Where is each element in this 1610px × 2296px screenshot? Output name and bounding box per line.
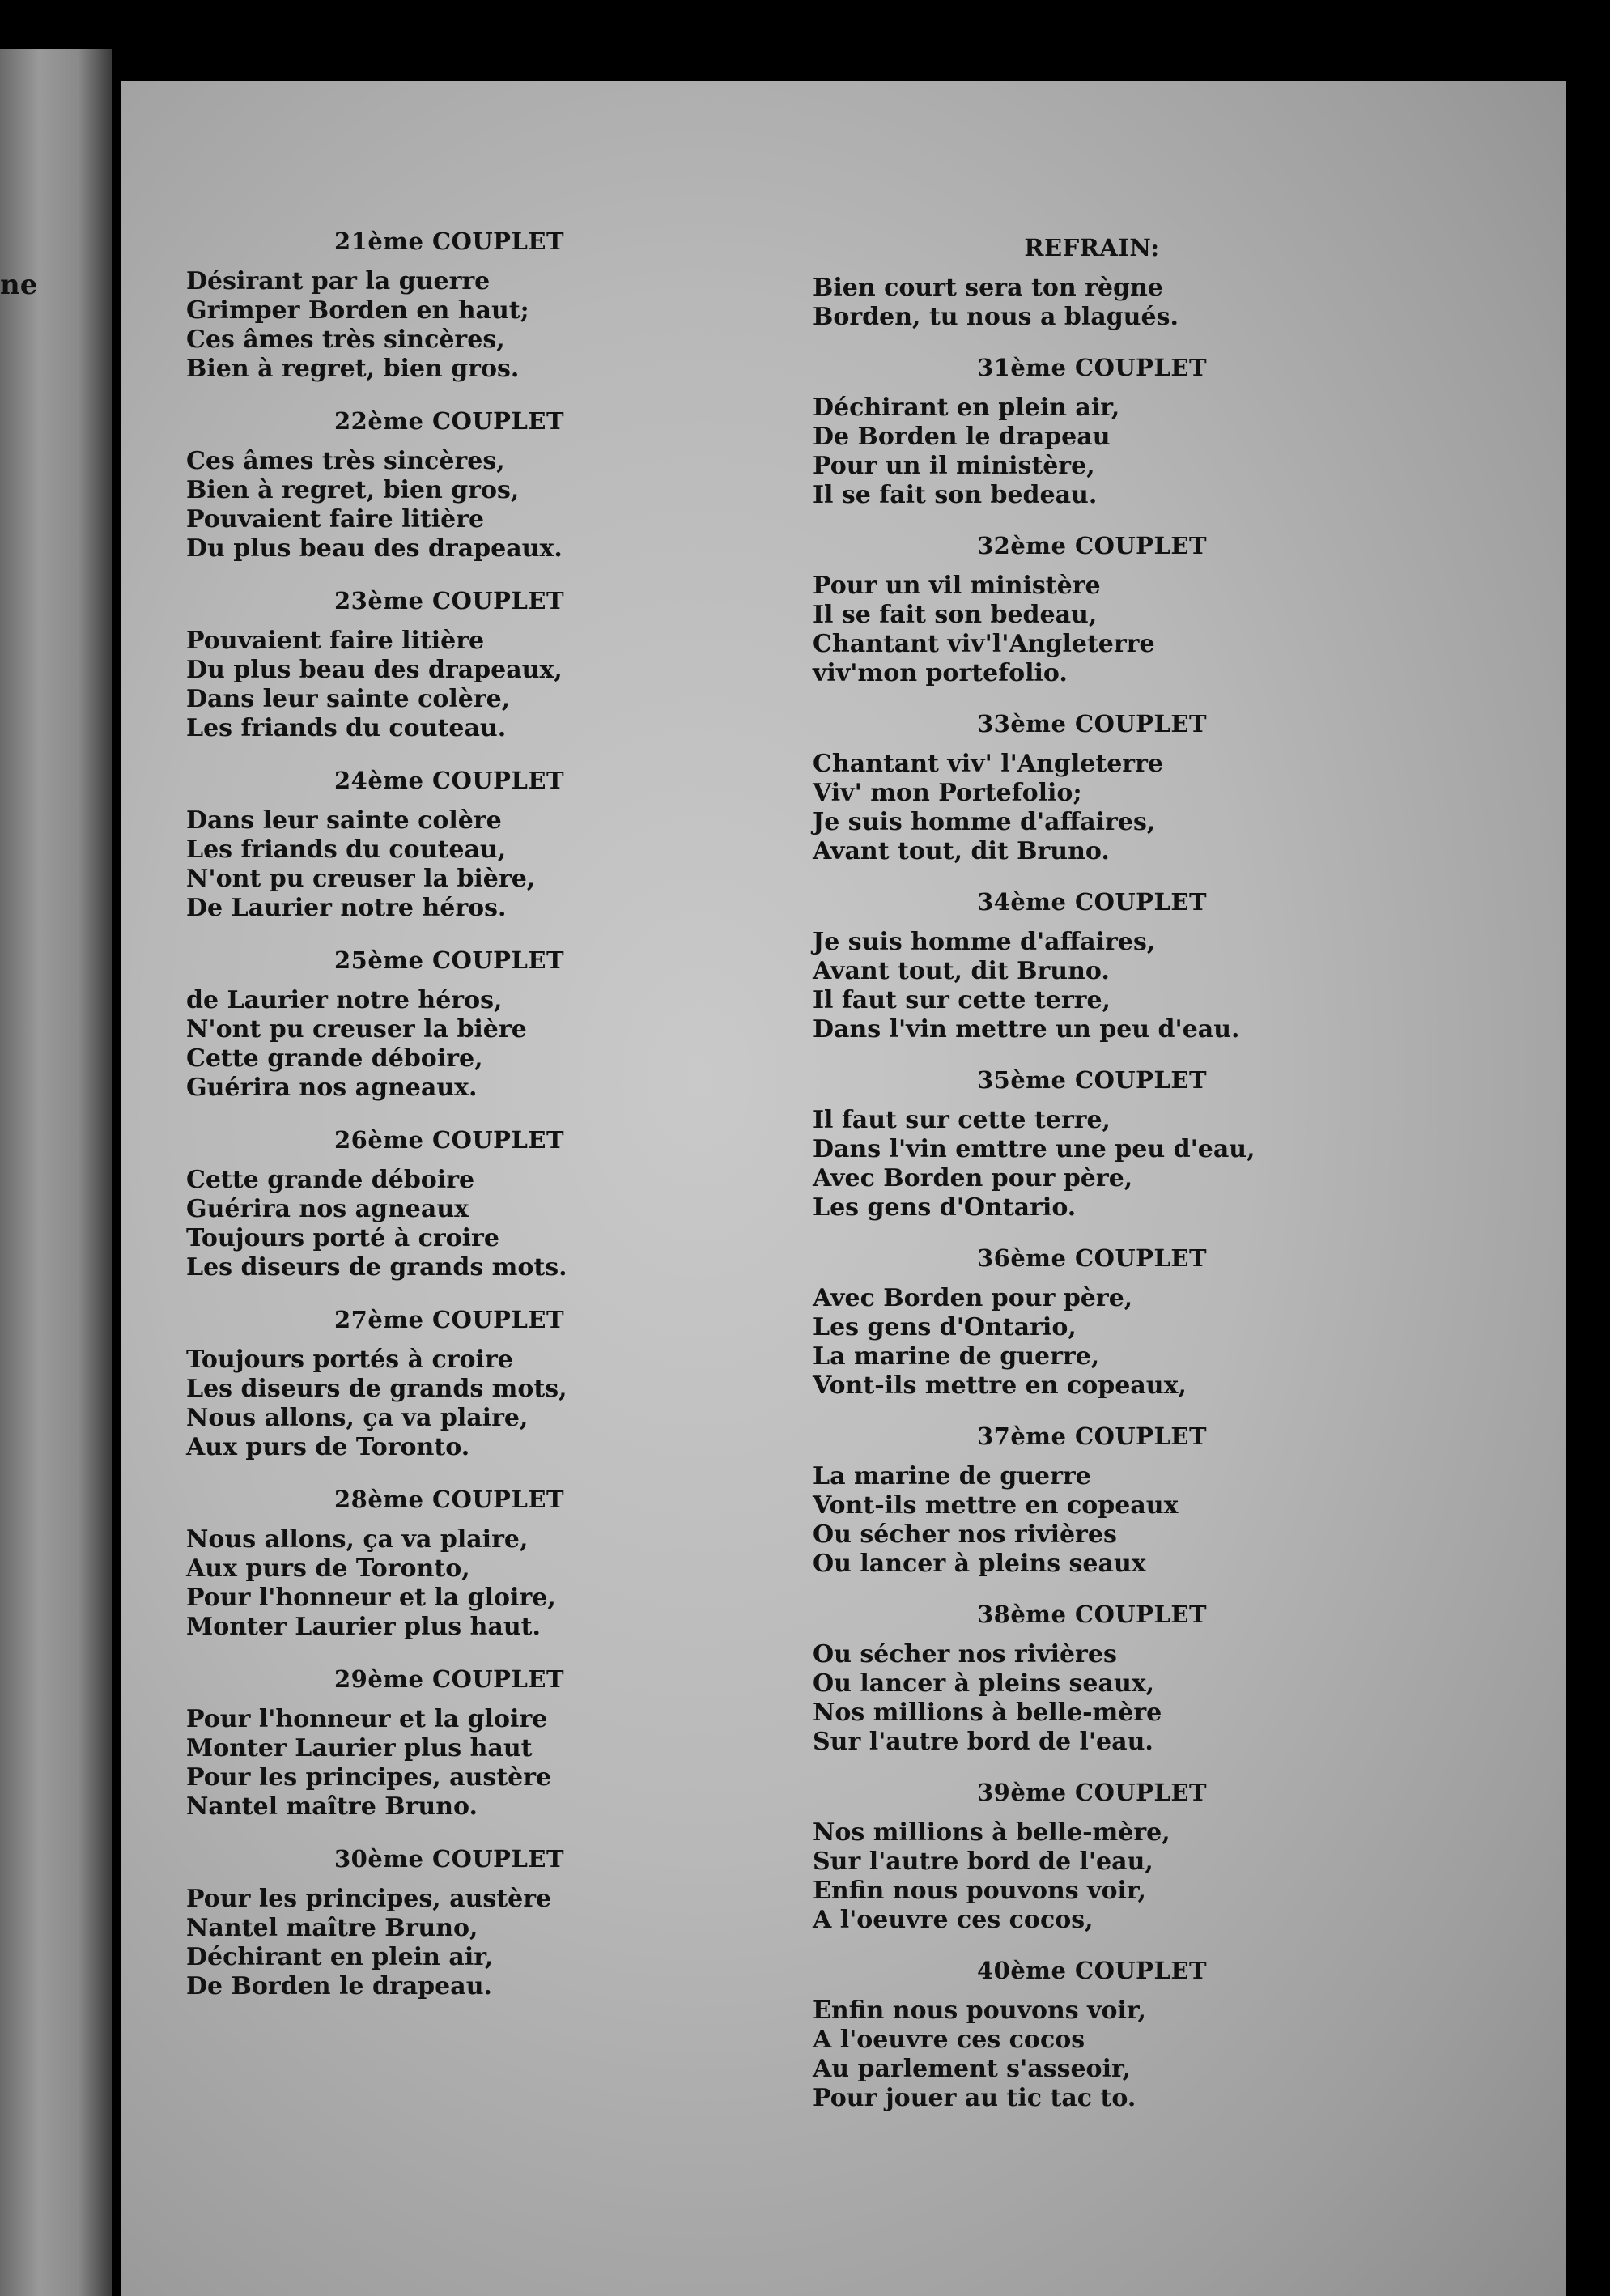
stanza-heading: 27ème COUPLET — [333, 1306, 565, 1333]
verse-line: Les friands du couteau, — [186, 835, 507, 864]
stanza-heading: 34ème COUPLET — [976, 888, 1208, 916]
verse-line: Avant tout, dit Bruno. — [813, 837, 1110, 865]
stanza-heading: 25ème COUPLET — [333, 946, 565, 974]
verse-line: Nous allons, ça va plaire, — [186, 1525, 529, 1554]
verse-line: Déchirant en plein air, — [186, 1943, 494, 1971]
edge-text-fragment: ne — [0, 269, 38, 301]
previous-page-edge — [0, 49, 112, 2296]
verse-line: Vont-ils mettre en copeaux — [813, 1491, 1179, 1520]
stanza-heading: 31ème COUPLET — [976, 354, 1208, 381]
verse-line: Je suis homme d'affaires, — [813, 808, 1156, 836]
verse-line: De Borden le drapeau — [813, 423, 1111, 451]
verse-line: Je suis homme d'affaires, — [813, 928, 1156, 956]
verse-line: Aux purs de Toronto, — [186, 1554, 470, 1583]
verse-line: Il faut sur cette terre, — [813, 986, 1111, 1014]
verse-line: De Borden le drapeau. — [186, 1972, 492, 2000]
verse-line: Toujours portés à croire — [186, 1346, 513, 1374]
verse-line: A l'oeuvre ces cocos — [813, 2026, 1085, 2054]
verse-line: Dans leur sainte colère, — [186, 685, 511, 713]
verse-line: Pour l'honneur et la gloire — [186, 1705, 548, 1733]
verse-line: Ou sécher nos rivières — [813, 1640, 1117, 1669]
stanza-heading: 29ème COUPLET — [333, 1665, 565, 1693]
verse-line: Sur l'autre bord de l'eau. — [813, 1728, 1153, 1756]
verse-line: Ou lancer à pleins seaux, — [813, 1669, 1155, 1698]
stanza-heading: 33ème COUPLET — [976, 710, 1208, 738]
verse-line: Avec Borden pour père, — [813, 1284, 1133, 1312]
verse-line: viv'mon portefolio. — [813, 659, 1068, 687]
verse-line: Il faut sur cette terre, — [813, 1106, 1111, 1134]
stanza-heading: 37ème COUPLET — [976, 1422, 1208, 1450]
verse-line: Déchirant en plein air, — [813, 393, 1120, 422]
verse-line: N'ont pu creuser la bière, — [186, 865, 536, 893]
stanza-heading: 35ème COUPLET — [976, 1066, 1208, 1094]
verse-line: Borden, tu nous a blagués. — [813, 303, 1179, 331]
stanza — [186, 1844, 639, 2001]
verse-line: La marine de guerre, — [813, 1342, 1100, 1371]
verse-line: Ou lancer à pleins seaux — [813, 1550, 1146, 1578]
stanza — [186, 766, 639, 923]
verse-line: Désirant par la guerre — [186, 267, 491, 296]
verse-line: Chantant viv' l'Angleterre — [813, 750, 1164, 778]
verse-line: de Laurier notre héros, — [186, 986, 503, 1014]
verse-line: Enfin nous pouvons voir, — [813, 1877, 1147, 1905]
verse-line: Les diseurs de grands mots. — [186, 1253, 567, 1282]
verse-line: Nos millions à belle-mère, — [813, 1818, 1170, 1847]
verse-line: N'ont pu creuser la bière — [186, 1015, 527, 1044]
stanza-heading: 26ème COUPLET — [333, 1126, 565, 1154]
stanza-heading: 38ème COUPLET — [976, 1601, 1208, 1628]
verse-line: Avant tout, dit Bruno. — [813, 957, 1110, 985]
verse-line: Pour les principes, austère — [186, 1763, 552, 1792]
verse-line: Viv' mon Portefolio; — [813, 779, 1082, 807]
stanza — [813, 1956, 1298, 2113]
stanza — [186, 406, 639, 563]
stanza-heading: 40ème COUPLET — [976, 1957, 1208, 1984]
verse-line: De Laurier notre héros. — [186, 894, 507, 922]
verse-line: Pour les principes, austère — [186, 1885, 552, 1913]
verse-line: Guérira nos agneaux. — [186, 1074, 478, 1102]
verse-line: Au parlement s'asseoir, — [813, 2055, 1132, 2083]
verse-line: Pour un vil ministère — [813, 572, 1101, 600]
stanza-heading: 22ème COUPLET — [333, 407, 565, 435]
verse-line: Dans l'vin mettre un peu d'eau. — [813, 1015, 1240, 1044]
verse-line: Pouvaient faire litière — [186, 627, 485, 655]
verse-line: Les gens d'Ontario. — [813, 1193, 1077, 1222]
verse-line: Nos millions à belle-mère — [813, 1699, 1162, 1727]
verse-line: Les gens d'Ontario, — [813, 1313, 1077, 1341]
stanza — [813, 531, 1298, 688]
stanza-heading: 28ème COUPLET — [333, 1486, 565, 1513]
right-column — [813, 233, 1298, 2134]
verse-line: Pouvaient faire litière — [186, 505, 485, 534]
verse-line: Enfin nous pouvons voir, — [813, 1996, 1147, 2025]
stanza-heading: 36ème COUPLET — [976, 1244, 1208, 1272]
stanza — [813, 353, 1298, 510]
verse-line: Dans leur sainte colère — [186, 806, 502, 835]
stanza — [813, 709, 1298, 866]
verse-line: Ou sécher nos rivières — [813, 1520, 1117, 1549]
stanza — [186, 586, 639, 743]
stanza — [186, 227, 639, 384]
stanza — [813, 1600, 1298, 1757]
verse-line: Dans l'vin emttre une peu d'eau, — [813, 1135, 1255, 1163]
stanza-heading: 21ème COUPLET — [333, 227, 565, 255]
stanza-heading: REFRAIN: — [1024, 234, 1160, 261]
verse-line: Monter Laurier plus haut. — [186, 1613, 541, 1641]
stanza — [186, 1125, 639, 1282]
stanza — [813, 233, 1298, 332]
stanza — [813, 1422, 1298, 1579]
stanza — [186, 1485, 639, 1642]
verse-line: Bien à regret, bien gros, — [186, 476, 520, 504]
verse-line: Nantel maître Bruno. — [186, 1792, 478, 1821]
verse-line: Grimper Borden en haut; — [186, 296, 529, 325]
verse-line: Du plus beau des drapeaux, — [186, 656, 563, 684]
stanza — [186, 946, 639, 1103]
verse-line: Les diseurs de grands mots, — [186, 1375, 567, 1403]
verse-line: Cette grande déboire, — [186, 1044, 483, 1073]
stanza — [813, 887, 1298, 1044]
verse-line: Sur l'autre bord de l'eau, — [813, 1847, 1153, 1876]
verse-line: Vont-ils mettre en copeaux, — [813, 1371, 1187, 1400]
stanza — [813, 1778, 1298, 1935]
verse-line: Aux purs de Toronto. — [186, 1433, 470, 1461]
verse-line: Ces âmes très sincères, — [186, 447, 505, 475]
stanza-heading: 24ème COUPLET — [333, 767, 565, 794]
verse-line: Pour l'honneur et la gloire, — [186, 1584, 556, 1612]
verse-line: Les friands du couteau. — [186, 714, 507, 742]
left-column — [186, 227, 639, 2024]
verse-line: Nous allons, ça va plaire, — [186, 1404, 529, 1432]
stanza — [813, 1244, 1298, 1401]
verse-line: Cette grande déboire — [186, 1166, 475, 1194]
verse-line: Pour jouer au tic tac to. — [813, 2084, 1136, 2112]
verse-line: Du plus beau des drapeaux. — [186, 534, 563, 563]
verse-line: Toujours porté à croire — [186, 1224, 499, 1252]
verse-line: Pour un il ministère, — [813, 452, 1095, 480]
verse-line: Guérira nos agneaux — [186, 1195, 469, 1223]
verse-line: Il se fait son bedeau, — [813, 601, 1098, 629]
stanza-heading: 39ème COUPLET — [976, 1779, 1208, 1806]
verse-line: Monter Laurier plus haut — [186, 1734, 533, 1762]
verse-line: Bien court sera ton règne — [813, 274, 1163, 302]
verse-line: Il se fait son bedeau. — [813, 481, 1098, 509]
verse-line: La marine de guerre — [813, 1462, 1091, 1490]
stanza-heading: 30ème COUPLET — [333, 1845, 565, 1873]
verse-line: Nantel maître Bruno, — [186, 1914, 478, 1942]
verse-line: Avec Borden pour père, — [813, 1164, 1133, 1193]
stanza — [813, 1065, 1298, 1222]
stanza — [186, 1305, 639, 1462]
stanza-heading: 32ème COUPLET — [976, 532, 1208, 559]
stanza-heading: 23ème COUPLET — [333, 587, 565, 614]
verse-line: A l'oeuvre ces cocos, — [813, 1906, 1094, 1934]
verse-line: Bien à regret, bien gros. — [186, 355, 520, 383]
verse-line: Ces âmes très sincères, — [186, 325, 505, 354]
stanza — [186, 1665, 639, 1822]
verse-line: Chantant viv'l'Angleterre — [813, 630, 1155, 658]
